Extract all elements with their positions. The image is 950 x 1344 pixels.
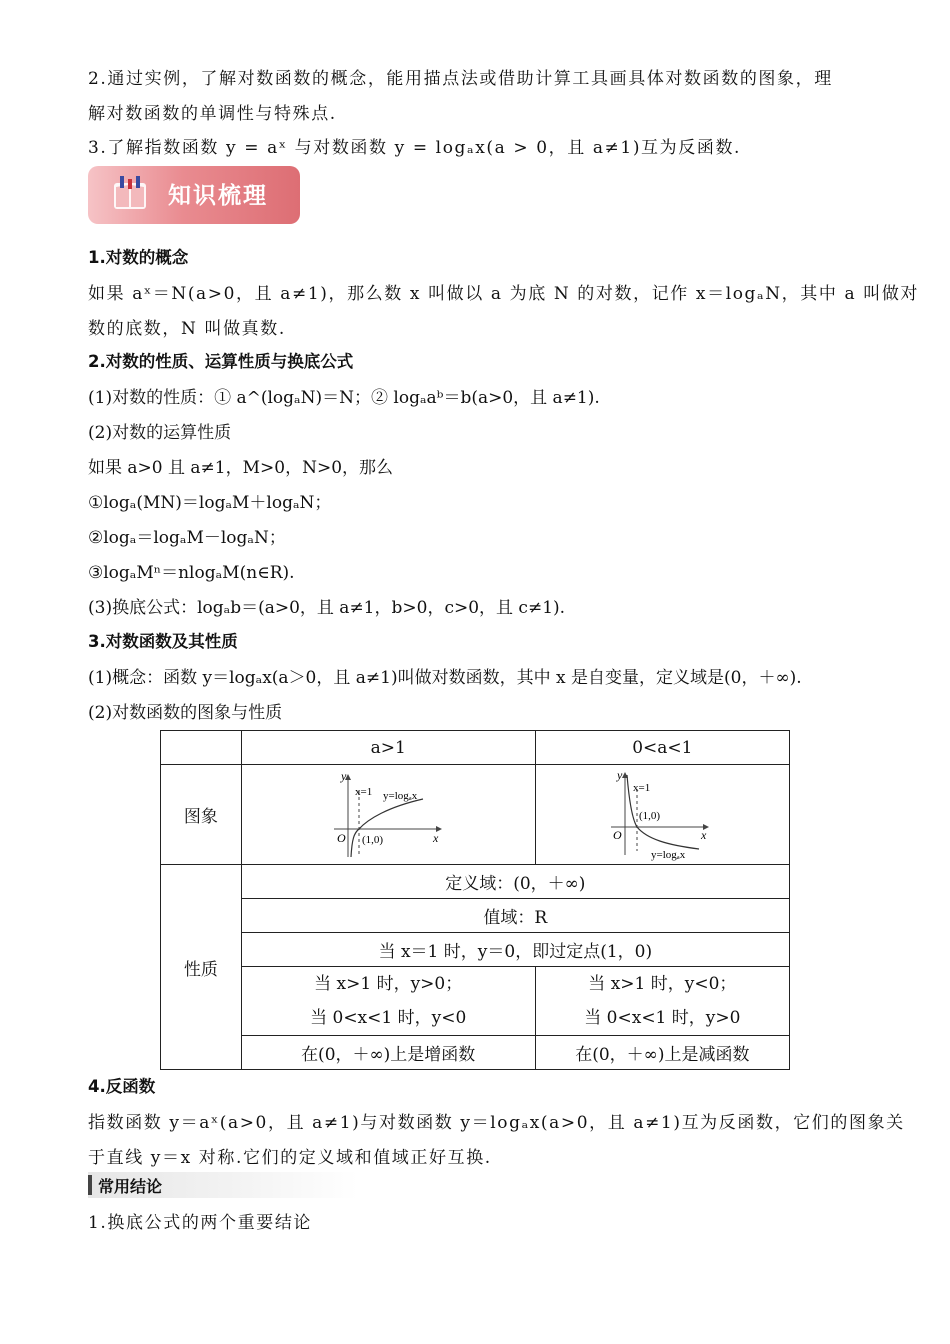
conclusion-tag — [88, 1172, 358, 1198]
conclusion-1: 1.换底公式的两个重要结论 — [88, 1213, 313, 1233]
section-4-para-1: 指数函数 y＝aˣ(a>0，且 a≠1)与对数函数 y＝logₐx(a>0，且 a≠1)互为反函数，它们的图象关 — [88, 1113, 905, 1133]
book-icon — [108, 173, 152, 217]
knowledge-banner — [88, 166, 300, 224]
graph-decreasing-cell — [535, 765, 789, 865]
monotonic-increasing: 在(0，＋∞)上是增函数 — [241, 1036, 535, 1070]
sign-dec-line-2: 当 0<x<1 时，y>0 — [584, 1008, 741, 1028]
sign-inc-line-1: 当 x>1 时，y>0； — [314, 974, 463, 994]
section-1-para-2: 数的底数，N 叫做真数. — [88, 319, 286, 339]
section-2-condition: 如果 a>0 且 a≠1，M>0，N>0，那么 — [88, 458, 394, 478]
goal-2-line-2: 解对数函数的单调性与特殊点. — [88, 104, 337, 124]
tag-bar — [88, 1175, 92, 1195]
g2-y-label: y — [617, 768, 623, 782]
rule-product: ①logₐ(MN)＝logₐM＋logₐN； — [88, 493, 332, 513]
header-a-lt-1: 0<a<1 — [535, 731, 789, 765]
sign-inc-line-2: 当 0<x<1 时，y<0 — [310, 1008, 467, 1028]
g2-point: (1,0) — [639, 809, 661, 822]
section-4-title: 4.反函数 — [88, 1077, 156, 1096]
section-3-title: 3.对数函数及其性质 — [88, 632, 238, 651]
log-function-table — [160, 730, 790, 1070]
section-1-para-1: 如果 aˣ＝N(a>0，且 a≠1)，那么数 x 叫做以 a 为底 N 的对数，记作 x＝logₐN，其中 a 叫做对 — [88, 284, 920, 304]
sign-decreasing — [535, 967, 789, 1036]
conclusion-tag-text: 常用结论 — [98, 1177, 163, 1196]
g1-x-label: x — [433, 830, 439, 845]
g2-x-label: x — [701, 827, 707, 842]
g1-y-label: y — [341, 768, 347, 783]
sign-dec-line-1: 当 x>1 时，y<0； — [588, 974, 737, 994]
section-4-para-2: 于直线 y＝x 对称.它们的定义域和值域正好互换. — [88, 1148, 492, 1168]
fixed-point-row: 当 x＝1 时，y＝0，即过定点(1，0) — [241, 933, 789, 967]
section-3-concept: (1)概念：函数 y＝logₐx(a＞0，且 a≠1)叫做对数函数，其中 x 是自变量，定义域是(0，＋∞). — [88, 668, 802, 688]
row-label-properties: 性质 — [161, 865, 242, 1070]
graph-increasing — [328, 769, 448, 861]
row-label-graph: 图象 — [161, 765, 242, 865]
section-2-ops-heading: (2)对数的运算性质 — [88, 423, 232, 443]
change-of-base: (3)换底公式：logₐb＝(a>0，且 a≠1，b>0，c>0，且 c≠1). — [88, 598, 566, 618]
g1-x1-label: x=1 — [355, 785, 373, 798]
rule-power: ③logₐMⁿ＝nlogₐM(n∈R). — [88, 563, 295, 583]
section-2-title: 2.对数的性质、运算性质与换底公式 — [88, 352, 354, 371]
sign-increasing — [241, 967, 535, 1036]
g1-origin: O — [337, 830, 346, 845]
banner-title: 知识梳理 — [168, 183, 268, 209]
range-row: 值域：R — [241, 899, 789, 933]
g2-x1-label: x=1 — [633, 781, 651, 794]
section-1-title: 1.对数的概念 — [88, 248, 189, 267]
monotonic-decreasing: 在(0，＋∞)上是减函数 — [535, 1036, 789, 1070]
domain-row: 定义域：(0，＋∞) — [241, 865, 789, 899]
goal-3: 3.了解指数函数 y = aˣ 与对数函数 y = logₐx(a > 0，且 a≠1)互为反函数. — [88, 138, 742, 158]
graph-decreasing — [607, 769, 717, 861]
section-3-graph-heading: (2)对数函数的图象与性质 — [88, 703, 283, 723]
rule-quotient: ②logₐ＝logₐM－logₐN； — [88, 528, 286, 548]
section-2-property: (1)对数的性质：① a^(logₐN)＝N；② logₐaᵇ＝b(a>0，且 a≠1). — [88, 388, 600, 408]
g1-fn-label: y=logₐx — [383, 789, 418, 802]
g2-origin: O — [613, 827, 623, 842]
graph-increasing-cell — [241, 765, 535, 865]
g2-fn-label: y=logₐx — [651, 848, 686, 861]
g1-point: (1,0) — [362, 833, 384, 846]
goal-2-line-1: 2.通过实例，了解对数函数的概念，能用描点法或借助计算工具画具体对数函数的图象，理 — [88, 69, 833, 89]
header-a-gt-1: a>1 — [241, 731, 535, 765]
